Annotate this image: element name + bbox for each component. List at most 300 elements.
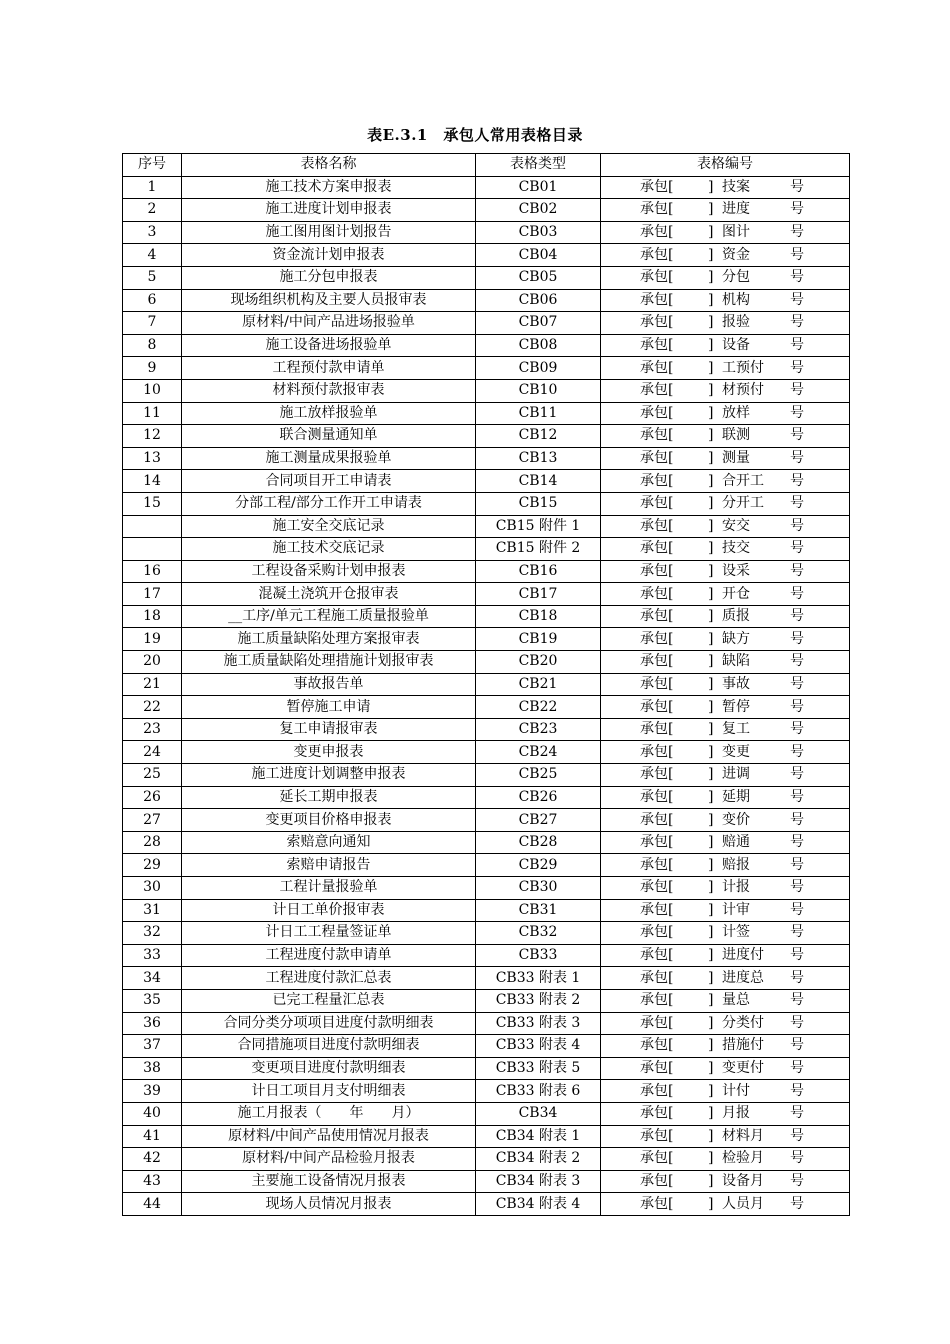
code-prefix: 承包[ xyxy=(640,834,674,851)
code-end: 号 xyxy=(790,1082,804,1099)
code-prefix: 承包[ xyxy=(640,992,674,1009)
form-type: CB19 xyxy=(476,628,601,651)
code-end: 号 xyxy=(790,947,804,964)
code-suffix: 进调 xyxy=(722,766,750,783)
code-prefix: 承包[ xyxy=(640,450,674,467)
row-number: 41 xyxy=(123,1125,182,1148)
code-end: 号 xyxy=(790,811,804,828)
form-name: 计日工项目月支付明细表 xyxy=(182,1080,476,1103)
form-type: CB33 xyxy=(476,944,601,967)
row-number: 36 xyxy=(123,1012,182,1035)
form-code xyxy=(601,877,850,900)
form-name: 主要施工设备情况月报表 xyxy=(182,1170,476,1193)
code-end: 号 xyxy=(790,879,804,896)
code-bracket-close: ] xyxy=(708,630,714,647)
code-end: 号 xyxy=(790,992,804,1009)
table-row xyxy=(123,605,850,628)
code-prefix: 承包[ xyxy=(640,721,674,738)
form-code xyxy=(601,1035,850,1058)
form-code xyxy=(601,1102,850,1125)
header-no: 序号 xyxy=(123,154,182,177)
form-code xyxy=(601,221,850,244)
form-name: 混凝土浇筑开仓报审表 xyxy=(182,583,476,606)
form-code xyxy=(601,718,850,741)
code-bracket-close: ] xyxy=(708,246,714,263)
code-bracket-close: ] xyxy=(708,382,714,399)
code-suffix: 变更 xyxy=(722,743,750,760)
table-row xyxy=(123,1193,850,1216)
code-bracket-close: ] xyxy=(708,1195,714,1212)
code-bracket-close: ] xyxy=(708,517,714,534)
row-number: 5 xyxy=(123,266,182,289)
row-number: 19 xyxy=(123,628,182,651)
code-prefix: 承包[ xyxy=(640,698,674,715)
code-bracket-close: ] xyxy=(708,743,714,760)
code-suffix: 进度 xyxy=(722,201,750,218)
form-type: CB12 xyxy=(476,425,601,448)
form-type: CB33 附表 4 xyxy=(476,1035,601,1058)
code-suffix: 材料月 xyxy=(722,1127,764,1144)
form-name: 暂停施工申请 xyxy=(182,696,476,719)
code-end: 号 xyxy=(790,517,804,534)
row-number: 7 xyxy=(123,312,182,335)
code-prefix: 承包[ xyxy=(640,901,674,918)
form-name: 联合测量通知单 xyxy=(182,425,476,448)
table-row xyxy=(123,470,850,493)
code-bracket-close: ] xyxy=(708,901,714,918)
code-bracket-close: ] xyxy=(708,178,714,195)
code-prefix: 承包[ xyxy=(640,1082,674,1099)
code-suffix: 分开工 xyxy=(722,495,764,512)
code-suffix: 设备 xyxy=(722,337,750,354)
code-bracket-close: ] xyxy=(708,992,714,1009)
table-row xyxy=(123,176,850,199)
form-type: CB33 附表 6 xyxy=(476,1080,601,1103)
code-end: 号 xyxy=(790,721,804,738)
code-prefix: 承包[ xyxy=(640,178,674,195)
header-type: 表格类型 xyxy=(476,154,601,177)
form-name: 施工放样报验单 xyxy=(182,402,476,425)
code-prefix: 承包[ xyxy=(640,427,674,444)
form-type: CB34 附表 3 xyxy=(476,1170,601,1193)
code-prefix: 承包[ xyxy=(640,224,674,241)
code-end: 号 xyxy=(790,1173,804,1190)
form-code xyxy=(601,379,850,402)
code-prefix: 承包[ xyxy=(640,495,674,512)
table-row xyxy=(123,1170,850,1193)
form-type: CB15 附件 1 xyxy=(476,515,601,538)
form-code xyxy=(601,402,850,425)
table-row xyxy=(123,1035,850,1058)
code-bracket-close: ] xyxy=(708,359,714,376)
form-code xyxy=(601,989,850,1012)
form-name: 施工安全交底记录 xyxy=(182,515,476,538)
code-end: 号 xyxy=(790,675,804,692)
form-type: CB07 xyxy=(476,312,601,335)
code-end: 号 xyxy=(790,1037,804,1054)
form-code xyxy=(601,1148,850,1171)
form-code xyxy=(601,312,850,335)
row-number: 10 xyxy=(123,379,182,402)
code-suffix: 计付 xyxy=(722,1082,750,1099)
form-code xyxy=(601,786,850,809)
code-end: 号 xyxy=(790,472,804,489)
table-row xyxy=(123,289,850,312)
code-suffix: 工预付 xyxy=(722,359,764,376)
code-bracket-close: ] xyxy=(708,1037,714,1054)
table-row xyxy=(123,831,850,854)
code-prefix: 承包[ xyxy=(640,585,674,602)
form-code xyxy=(601,831,850,854)
table-row xyxy=(123,696,850,719)
code-bracket-close: ] xyxy=(708,721,714,738)
row-number: 1 xyxy=(123,176,182,199)
table-row xyxy=(123,447,850,470)
code-suffix: 资金 xyxy=(722,246,750,263)
form-type: CB33 附表 1 xyxy=(476,967,601,990)
form-name: 合同项目开工申请表 xyxy=(182,470,476,493)
code-prefix: 承包[ xyxy=(640,1105,674,1122)
table-row xyxy=(123,492,850,515)
row-number: 6 xyxy=(123,289,182,312)
form-type: CB34 附表 4 xyxy=(476,1193,601,1216)
form-code xyxy=(601,922,850,945)
form-name: 工程预付款申请单 xyxy=(182,357,476,380)
code-suffix: 放样 xyxy=(722,404,750,421)
form-type: CB34 附表 2 xyxy=(476,1148,601,1171)
form-code xyxy=(601,176,850,199)
code-end: 号 xyxy=(790,359,804,376)
code-prefix: 承包[ xyxy=(640,653,674,670)
form-code xyxy=(601,809,850,832)
code-bracket-close: ] xyxy=(708,969,714,986)
table-row xyxy=(123,244,850,267)
form-name: 复工申请报审表 xyxy=(182,718,476,741)
code-bracket-close: ] xyxy=(708,834,714,851)
form-name: 合同措施项目进度付款明细表 xyxy=(182,1035,476,1058)
code-bracket-close: ] xyxy=(708,540,714,557)
form-code xyxy=(601,199,850,222)
form-code xyxy=(601,538,850,561)
form-type: CB29 xyxy=(476,854,601,877)
form-type: CB15 xyxy=(476,492,601,515)
table-row xyxy=(123,221,850,244)
code-end: 号 xyxy=(790,698,804,715)
code-end: 号 xyxy=(790,653,804,670)
form-type: CB22 xyxy=(476,696,601,719)
code-end: 号 xyxy=(790,788,804,805)
form-code xyxy=(601,899,850,922)
code-prefix: 承包[ xyxy=(640,517,674,534)
code-prefix: 承包[ xyxy=(640,1150,674,1167)
code-end: 号 xyxy=(790,337,804,354)
code-end: 号 xyxy=(790,1060,804,1077)
code-suffix: 图计 xyxy=(722,224,750,241)
form-name: 变更项目进度付款明细表 xyxy=(182,1057,476,1080)
form-type: CB06 xyxy=(476,289,601,312)
table-row xyxy=(123,786,850,809)
code-bracket-close: ] xyxy=(708,608,714,625)
row-number: 4 xyxy=(123,244,182,267)
code-bracket-close: ] xyxy=(708,766,714,783)
code-end: 号 xyxy=(790,630,804,647)
code-prefix: 承包[ xyxy=(640,359,674,376)
table-row xyxy=(123,538,850,561)
form-name: 索赔意向通知 xyxy=(182,831,476,854)
form-name: 合同分类分项项目进度付款明细表 xyxy=(182,1012,476,1035)
code-bracket-close: ] xyxy=(708,698,714,715)
code-suffix: 机构 xyxy=(722,291,750,308)
table-row xyxy=(123,651,850,674)
row-number: 29 xyxy=(123,854,182,877)
form-code xyxy=(601,1125,850,1148)
form-code xyxy=(601,764,850,787)
row-number: 44 xyxy=(123,1193,182,1216)
code-end: 号 xyxy=(790,562,804,579)
form-name: 施工进度计划调整申报表 xyxy=(182,764,476,787)
code-prefix: 承包[ xyxy=(640,856,674,873)
row-number: 2 xyxy=(123,199,182,222)
form-type: CB23 xyxy=(476,718,601,741)
code-suffix: 测量 xyxy=(722,450,750,467)
code-bracket-close: ] xyxy=(708,337,714,354)
form-type: CB17 xyxy=(476,583,601,606)
table-row xyxy=(123,515,850,538)
form-name: 施工质量缺陷处理方案报审表 xyxy=(182,628,476,651)
form-code xyxy=(601,515,850,538)
code-prefix: 承包[ xyxy=(640,404,674,421)
form-type: CB31 xyxy=(476,899,601,922)
form-name: 已完工程量汇总表 xyxy=(182,989,476,1012)
code-bracket-close: ] xyxy=(708,495,714,512)
code-bracket-close: ] xyxy=(708,450,714,467)
form-type: CB33 附表 2 xyxy=(476,989,601,1012)
form-type: CB25 xyxy=(476,764,601,787)
row-number: 17 xyxy=(123,583,182,606)
code-bracket-close: ] xyxy=(708,585,714,602)
table-row xyxy=(123,764,850,787)
code-end: 号 xyxy=(790,450,804,467)
form-name: 工程进度付款申请单 xyxy=(182,944,476,967)
code-end: 号 xyxy=(790,291,804,308)
form-code xyxy=(601,628,850,651)
form-type: CB28 xyxy=(476,831,601,854)
form-type: CB16 xyxy=(476,560,601,583)
code-suffix: 赔报 xyxy=(722,856,750,873)
code-end: 号 xyxy=(790,427,804,444)
code-end: 号 xyxy=(790,856,804,873)
code-suffix: 变价 xyxy=(722,811,750,828)
code-end: 号 xyxy=(790,246,804,263)
header-code: 表格编号 xyxy=(601,154,850,177)
code-end: 号 xyxy=(790,1127,804,1144)
table-row xyxy=(123,1012,850,1035)
code-bracket-close: ] xyxy=(708,427,714,444)
table-row xyxy=(123,1080,850,1103)
table-row xyxy=(123,379,850,402)
code-prefix: 承包[ xyxy=(640,1173,674,1190)
code-suffix: 计报 xyxy=(722,879,750,896)
form-code xyxy=(601,605,850,628)
form-name: 计日工工程量签证单 xyxy=(182,922,476,945)
form-type: CB24 xyxy=(476,741,601,764)
row-number xyxy=(123,538,182,561)
code-prefix: 承包[ xyxy=(640,314,674,331)
form-code xyxy=(601,244,850,267)
form-code xyxy=(601,1057,850,1080)
row-number: 9 xyxy=(123,357,182,380)
form-code xyxy=(601,696,850,719)
code-prefix: 承包[ xyxy=(640,269,674,286)
form-code xyxy=(601,560,850,583)
form-code xyxy=(601,357,850,380)
form-name: 资金流计划申报表 xyxy=(182,244,476,267)
code-end: 号 xyxy=(790,834,804,851)
table-row xyxy=(123,560,850,583)
code-bracket-close: ] xyxy=(708,1173,714,1190)
form-name: 施工测量成果报验单 xyxy=(182,447,476,470)
code-suffix: 缺陷 xyxy=(722,653,750,670)
row-number: 21 xyxy=(123,673,182,696)
table-row xyxy=(123,628,850,651)
form-type: CB26 xyxy=(476,786,601,809)
row-number: 24 xyxy=(123,741,182,764)
table-row xyxy=(123,922,850,945)
code-bracket-close: ] xyxy=(708,291,714,308)
form-code xyxy=(601,334,850,357)
code-prefix: 承包[ xyxy=(640,291,674,308)
form-type: CB08 xyxy=(476,334,601,357)
form-type: CB02 xyxy=(476,199,601,222)
code-end: 号 xyxy=(790,585,804,602)
form-type: CB01 xyxy=(476,176,601,199)
form-name: 工程设备采购计划申报表 xyxy=(182,560,476,583)
form-code xyxy=(601,1193,850,1216)
code-suffix: 暂停 xyxy=(722,698,750,715)
code-end: 号 xyxy=(790,969,804,986)
code-bracket-close: ] xyxy=(708,269,714,286)
code-suffix: 计签 xyxy=(722,924,750,941)
code-prefix: 承包[ xyxy=(640,766,674,783)
code-bracket-close: ] xyxy=(708,947,714,964)
row-number: 43 xyxy=(123,1170,182,1193)
code-prefix: 承包[ xyxy=(640,540,674,557)
row-number: 37 xyxy=(123,1035,182,1058)
code-bracket-close: ] xyxy=(708,1105,714,1122)
code-end: 号 xyxy=(790,495,804,512)
table-header-row xyxy=(123,154,850,177)
code-end: 号 xyxy=(790,540,804,557)
table-row xyxy=(123,583,850,606)
form-type: CB33 附表 5 xyxy=(476,1057,601,1080)
form-code xyxy=(601,470,850,493)
form-type: CB18 xyxy=(476,605,601,628)
form-name: 施工进度计划申报表 xyxy=(182,199,476,222)
row-number: 15 xyxy=(123,492,182,515)
table-row xyxy=(123,402,850,425)
code-suffix: 检验月 xyxy=(722,1150,764,1167)
code-prefix: 承包[ xyxy=(640,1014,674,1031)
page-title: 表E.3.1 承包人常用表格目录 xyxy=(367,126,583,144)
code-suffix: 进度付 xyxy=(722,947,764,964)
code-suffix: 安交 xyxy=(722,517,750,534)
form-code xyxy=(601,447,850,470)
form-name: 施工设备进场报验单 xyxy=(182,334,476,357)
row-number xyxy=(123,515,182,538)
code-suffix: 计审 xyxy=(722,901,750,918)
form-name: 原材料/中间产品进场报验单 xyxy=(182,312,476,335)
code-end: 号 xyxy=(790,1105,804,1122)
form-name: 现场人员情况月报表 xyxy=(182,1193,476,1216)
code-bracket-close: ] xyxy=(708,1014,714,1031)
form-code xyxy=(601,425,850,448)
row-number: 11 xyxy=(123,402,182,425)
code-suffix: 复工 xyxy=(722,721,750,738)
row-number: 8 xyxy=(123,334,182,357)
form-code xyxy=(601,266,850,289)
code-suffix: 延期 xyxy=(722,788,750,805)
code-bracket-close: ] xyxy=(708,562,714,579)
code-suffix: 措施付 xyxy=(722,1037,764,1054)
code-prefix: 承包[ xyxy=(640,337,674,354)
table-row xyxy=(123,334,850,357)
form-name: __工序/单元工程施工质量报验单 xyxy=(182,605,476,628)
code-bracket-close: ] xyxy=(708,224,714,241)
code-prefix: 承包[ xyxy=(640,608,674,625)
code-suffix: 缺方 xyxy=(722,630,750,647)
code-end: 号 xyxy=(790,382,804,399)
code-end: 号 xyxy=(790,608,804,625)
table-row xyxy=(123,741,850,764)
row-number: 31 xyxy=(123,899,182,922)
code-suffix: 变更付 xyxy=(722,1060,764,1077)
row-number: 33 xyxy=(123,944,182,967)
row-number: 20 xyxy=(123,651,182,674)
row-number: 28 xyxy=(123,831,182,854)
code-end: 号 xyxy=(790,1014,804,1031)
table-row xyxy=(123,1125,850,1148)
form-name: 索赔申请报告 xyxy=(182,854,476,877)
form-type: CB13 xyxy=(476,447,601,470)
header-name: 表格名称 xyxy=(182,154,476,177)
code-suffix: 技交 xyxy=(722,540,750,557)
form-type: CB33 附表 3 xyxy=(476,1012,601,1035)
form-name: 施工技术交底记录 xyxy=(182,538,476,561)
code-suffix: 人员月 xyxy=(722,1195,764,1212)
code-bracket-close: ] xyxy=(708,1127,714,1144)
code-prefix: 承包[ xyxy=(640,969,674,986)
code-prefix: 承包[ xyxy=(640,382,674,399)
form-code xyxy=(601,651,850,674)
code-suffix: 量总 xyxy=(722,992,750,1009)
form-name: 原材料/中间产品检验月报表 xyxy=(182,1148,476,1171)
code-end: 号 xyxy=(790,201,804,218)
code-end: 号 xyxy=(790,901,804,918)
row-number: 13 xyxy=(123,447,182,470)
code-bracket-close: ] xyxy=(708,811,714,828)
row-number: 34 xyxy=(123,967,182,990)
code-suffix: 事故 xyxy=(722,675,750,692)
form-name: 延长工期申报表 xyxy=(182,786,476,809)
code-prefix: 承包[ xyxy=(640,1060,674,1077)
code-bracket-close: ] xyxy=(708,675,714,692)
form-type: CB20 xyxy=(476,651,601,674)
form-code xyxy=(601,673,850,696)
form-name: 事故报告单 xyxy=(182,673,476,696)
table-row xyxy=(123,989,850,1012)
table-row xyxy=(123,199,850,222)
code-prefix: 承包[ xyxy=(640,472,674,489)
